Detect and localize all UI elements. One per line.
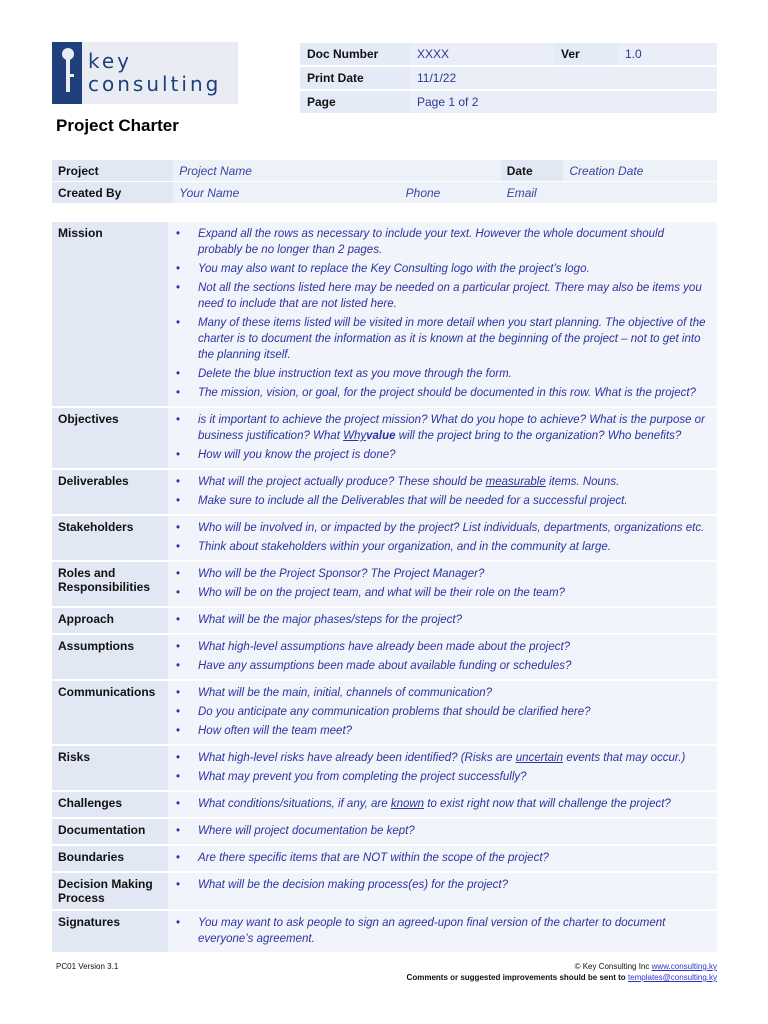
footer-email-link[interactable]: templates@consulting.ky	[627, 973, 717, 982]
section-label: Communications	[52, 681, 168, 744]
footer-copyright-text: © Key Consulting Inc	[574, 962, 650, 971]
bold-text: value	[366, 430, 396, 442]
section-label: Challenges	[52, 792, 168, 817]
your-name-field[interactable]: Your Name	[173, 182, 399, 203]
section-row	[52, 846, 717, 871]
instruction-list	[172, 612, 709, 628]
instruction-text: What will the project actually produce? These should be	[198, 476, 486, 488]
instruction-item: • Do you anticipate any communication problems that should be clarified here?	[172, 704, 709, 720]
section-row	[52, 911, 717, 952]
section-content[interactable]	[168, 562, 717, 606]
section-label: Decision Making Process	[52, 873, 168, 909]
section-row	[52, 516, 717, 560]
instruction-text: is it important to achieve the project mission? What do you hope to achieve? What is the purpose or business justification? What	[198, 414, 705, 442]
instruction-item: • You may also want to replace the Key Consulting logo with the project’s logo.	[172, 261, 709, 277]
logo-text-key: key	[88, 49, 133, 73]
email-field[interactable]: Email	[501, 182, 717, 203]
section-row	[52, 681, 717, 744]
section-content[interactable]	[168, 792, 717, 817]
charter-sections-table	[52, 220, 717, 954]
instruction-list	[172, 226, 709, 401]
instruction-item: • Not all the sections listed here may be needed on a particular project. There may also be items you need to include that are not listed here.	[172, 280, 709, 312]
instruction-item: • What will be the main, initial, channels of communication?	[172, 685, 709, 701]
ver-value[interactable]: 1.0	[618, 43, 717, 65]
instruction-text: events that may occur.)	[563, 752, 686, 764]
instruction-text: will the project bring to the organization? Who benefits?	[395, 430, 682, 442]
section-content[interactable]	[168, 873, 717, 909]
project-label: Project	[52, 160, 173, 181]
section-content[interactable]	[168, 746, 717, 790]
footer-feedback-text: Comments or suggested improvements should be sent to	[406, 973, 626, 982]
section-content[interactable]	[168, 408, 717, 468]
section-label: Risks	[52, 746, 168, 790]
footer-copyright	[575, 962, 717, 971]
instruction-item: • How will you know the project is done?	[172, 447, 709, 463]
section-content[interactable]	[168, 819, 717, 844]
instruction-item: • Delete the blue instruction text as you move through the form.	[172, 366, 709, 382]
date-label: Date	[501, 160, 564, 181]
page-label: Page	[300, 91, 410, 113]
section-content[interactable]	[168, 911, 717, 952]
section-row	[52, 608, 717, 633]
key-logo-icon	[52, 42, 82, 104]
phone-field[interactable]: Phone	[400, 182, 501, 203]
instruction-item	[172, 412, 709, 444]
doc-number-label: Doc Number	[300, 43, 410, 65]
section-content[interactable]	[168, 635, 717, 679]
section-row	[52, 470, 717, 514]
section-content[interactable]	[168, 222, 717, 406]
instruction-item	[172, 796, 709, 812]
instruction-item: • Are there specific items that are NOT within the scope of the project?	[172, 850, 709, 866]
instruction-item: • How often will the team meet?	[172, 723, 709, 739]
section-row	[52, 635, 717, 679]
section-content[interactable]	[168, 681, 717, 744]
instruction-list	[172, 520, 709, 555]
instruction-item: • The mission, vision, or goal, for the project should be documented in this row. What is the project?	[172, 385, 709, 401]
instruction-item: • Where will project documentation be kept?	[172, 823, 709, 839]
section-label: Deliverables	[52, 470, 168, 514]
underlined-text: known	[390, 798, 425, 810]
company-logo	[52, 42, 238, 104]
instruction-item: • Think about stakeholders within your organization, and in the community at large.	[172, 539, 709, 555]
section-row	[52, 222, 717, 406]
section-label: Boundaries	[52, 846, 168, 871]
page-title: Project Charter	[56, 116, 179, 135]
underlined-text: uncertain	[515, 752, 563, 764]
instruction-text: items. Nouns.	[545, 476, 620, 488]
section-row	[52, 792, 717, 817]
instruction-item: • Who will be on the project team, and what will be their role on the team?	[172, 585, 709, 601]
section-label: Roles and Responsibilities	[52, 562, 168, 606]
section-content[interactable]	[168, 846, 717, 871]
instruction-item: • Expand all the rows as necessary to include your text. However the whole document should probably be no longer than 2 pages.	[172, 226, 709, 258]
section-label: Approach	[52, 608, 168, 633]
instruction-item: • Who will be involved in, or impacted by the project? List individuals, departments, organizations etc.	[172, 520, 709, 536]
instruction-item: • What high-level assumptions have already been made about the project?	[172, 639, 709, 655]
instruction-item: • Who will be the Project Sponsor? The Project Manager?	[172, 566, 709, 582]
underlined-text: measurable	[485, 476, 546, 488]
section-row	[52, 873, 717, 909]
instruction-list	[172, 685, 709, 739]
created-by-label: Created By	[52, 182, 173, 203]
section-row	[52, 562, 717, 606]
instruction-item: • You may want to ask people to sign an agreed-upon final version of the charter to document everyone’s agreement.	[172, 915, 709, 947]
instruction-item: • What will be the decision making process(es) for the project?	[172, 877, 709, 893]
creation-date-field[interactable]: Creation Date	[563, 160, 717, 181]
instruction-text: to exist right now that will challenge the project?	[424, 798, 671, 810]
page-value: Page 1 of 2	[410, 91, 717, 113]
section-label: Assumptions	[52, 635, 168, 679]
section-label: Objectives	[52, 408, 168, 468]
footer-version: PC01 Version 3.1	[56, 962, 119, 971]
instruction-item	[172, 750, 709, 766]
instruction-list	[172, 796, 709, 812]
instruction-text: What conditions/situations, if any, are	[198, 798, 391, 810]
project-name-field[interactable]: Project Name	[173, 160, 500, 181]
doc-number-value[interactable]: XXXX	[410, 43, 554, 65]
doc-header-table	[300, 41, 717, 115]
section-label: Signatures	[52, 911, 168, 952]
instruction-item: • Many of these items listed will be visited in more detail when you start planning. The objective of the charter is to document the information as it is known at the beginning of the project – not to get into the planning itself.	[172, 315, 709, 363]
section-label: Stakeholders	[52, 516, 168, 560]
instruction-list	[172, 877, 709, 893]
section-content[interactable]	[168, 608, 717, 633]
instruction-list	[172, 915, 709, 947]
footer-feedback	[407, 973, 717, 982]
logo-text-consulting: consulting	[88, 72, 222, 96]
project-info-table	[52, 159, 717, 204]
section-row	[52, 746, 717, 790]
instruction-item: • Make sure to include all the Deliverables that will be needed for a successful project.	[172, 493, 709, 509]
instruction-text: What high-level risks have already been identified? (Risks are	[198, 752, 516, 764]
footer-website-link[interactable]: www.consulting.ky	[651, 962, 717, 971]
instruction-list	[172, 412, 709, 463]
section-label: Documentation	[52, 819, 168, 844]
ver-label: Ver	[554, 43, 618, 65]
instruction-list	[172, 474, 709, 509]
underlined-text: Why	[343, 430, 367, 442]
instruction-list	[172, 850, 709, 866]
instruction-item: • Have any assumptions been made about available funding or schedules?	[172, 658, 709, 674]
instruction-item	[172, 474, 709, 490]
instruction-item: • What will be the major phases/steps for the project?	[172, 612, 709, 628]
section-row	[52, 819, 717, 844]
section-label: Mission	[52, 222, 168, 406]
section-content[interactable]	[168, 470, 717, 514]
section-content[interactable]	[168, 516, 717, 560]
instruction-item: • What may prevent you from completing the project successfully?	[172, 769, 709, 785]
instruction-list	[172, 639, 709, 674]
print-date-value[interactable]: 11/1/22	[410, 67, 717, 89]
print-date-label: Print Date	[300, 67, 410, 89]
instruction-list	[172, 750, 709, 785]
section-row	[52, 408, 717, 468]
instruction-list	[172, 823, 709, 839]
instruction-list	[172, 566, 709, 601]
